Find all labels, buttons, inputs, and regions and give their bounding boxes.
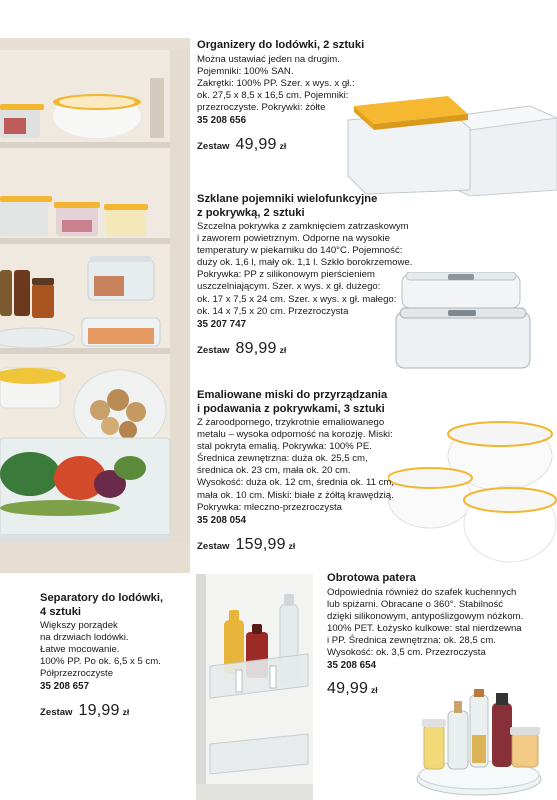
product-description: Szczelna pokrywka z zamknięciem zatrzaskowym i zaworem powietrznym. Odporne na wysokie temperatury w piekarniku do 140°C. Pojemność: duży ok. 1,6 l, mały ok. 1,1 l. Szkło borokrzemowe. Pokrywka: PP z silikonowym pierścieniem uszczelniającym. Szer. x wys. x gł. dużego: ok. 17 x 7,5 x 24 cm. Szer. x wys. x gł. małego: ok. 14 x 7,5 x 20 cm. Przezroczysta — [197, 221, 413, 317]
product-title: Obrotowa patera — [327, 572, 416, 584]
price-value: 89,99 — [235, 339, 277, 357]
product-patera — [327, 572, 552, 698]
price-currency: zł — [288, 540, 296, 551]
fridge-interior-photo — [0, 38, 190, 573]
product-sku: 35 208 054 — [197, 514, 247, 526]
price-value: 49,99 — [327, 680, 369, 698]
product-sku: 35 208 656 — [197, 114, 247, 126]
price-currency: zł — [279, 140, 287, 151]
price-value: 49,99 — [235, 135, 277, 153]
patera-photo — [412, 683, 546, 800]
product-sku: 35 208 657 — [40, 681, 90, 693]
price-currency: zł — [371, 685, 378, 696]
product-organizery — [197, 39, 397, 154]
separatory-door-photo — [196, 574, 313, 800]
product-title: Separatory do lodówki, 4 sztuki — [40, 592, 164, 618]
price-prefix: Zestaw — [197, 344, 230, 356]
product-emaliowane — [197, 389, 412, 554]
product-title: Emaliowane miski do przyrządzania i podawania z pokrywkami, 3 sztuki — [197, 389, 388, 415]
product-szklane — [197, 193, 417, 358]
product-sku: 35 207 747 — [197, 318, 247, 330]
price-prefix: Zestaw — [40, 707, 73, 719]
product-separatory — [40, 592, 190, 720]
price-currency: zł — [279, 344, 287, 355]
price-prefix: Zestaw — [197, 540, 230, 552]
product-description: Z żaroodpornego, trzykrotnie emaliowanego metalu – wysoka odporność na korozję. Miski: stal pokryta emalią. Pokrywka: 100% PE. Średnica zewnętrzna: duża ok. 25,5 cm, średnica ok. 23 cm, mała ok. 20 cm. Wysokość: duża ok. 12 cm, średnia ok. 11 cm, mała ok. 10 cm. Miski: białe z żółtą krawędzią. Pokrywka: mleczno-przezroczysta — [197, 417, 395, 513]
price-value: 19,99 — [78, 702, 120, 720]
emaliowane-miski-photo — [388, 412, 557, 572]
price-row — [40, 702, 190, 720]
product-description: Odpowiednia również do szafek kuchennych lub spiżarni. Obracane o 360°. Stabilność dzięki silikonowym, antypoślizgowym nóżkom. 100% PET. Łożysko kulkowe: stal nierdzewna i PP. Średnica zewnętrzna: ok. 28,5 cm. Wysokość: ok. 3,5 cm. Przezroczysta — [327, 586, 524, 658]
product-description: Można ustawiać jeden na drugim. Pojemniki: 100% SAN. Zakrętki: 100% PP. Szer. x wys. x gł.: ok. 27,5 x 8,5 x 16,5 cm. Pojemniki: przezroczyste. Pokrywki: żółte — [197, 53, 355, 113]
product-title: Organizery do lodówki, 2 sztuki — [197, 39, 365, 51]
product-title: Szklane pojemniki wielofunkcyjne z pokrywką, 2 sztuki — [197, 193, 378, 219]
product-description: Większy porządek na drzwiach lodówki. Łatwe mocowanie. 100% PP. Po ok. 6,5 x 5 cm. Półprzezroczyste — [40, 620, 161, 680]
price-row — [197, 340, 417, 358]
price-row — [197, 136, 397, 154]
price-currency: zł — [122, 707, 130, 718]
price-row — [197, 536, 412, 554]
price-value: 159,99 — [235, 535, 286, 553]
price-prefix: Zestaw — [197, 140, 230, 152]
product-sku: 35 208 654 — [327, 660, 377, 672]
price-row — [327, 680, 552, 698]
